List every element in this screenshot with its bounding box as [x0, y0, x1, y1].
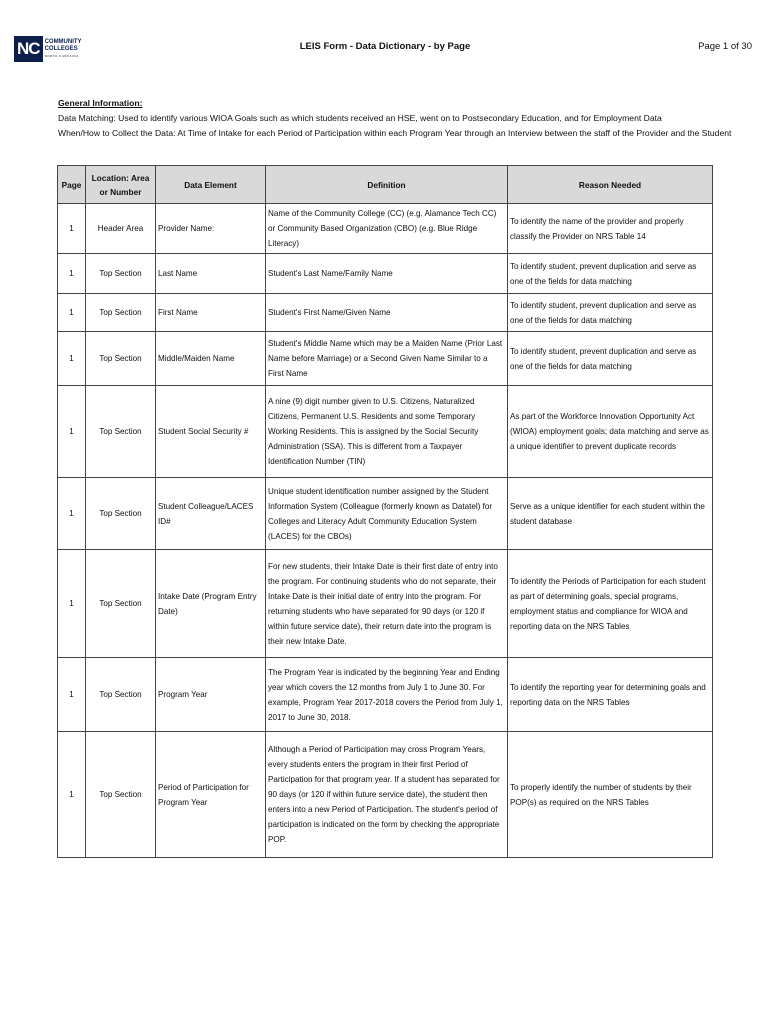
cell-location: Top Section — [86, 478, 156, 550]
table-row — [58, 204, 713, 254]
header-reason-needed: Reason Needed — [508, 166, 713, 204]
cell-definition: Student's First Name/Given Name — [266, 294, 508, 332]
logo-line2: COLLEGES — [44, 45, 78, 52]
cell-data-element: Period of Participation for Program Year — [156, 732, 266, 858]
cell-page: 1 — [58, 550, 86, 658]
general-information — [58, 96, 731, 141]
cell-data-element: Provider Name: — [156, 204, 266, 254]
cell-location: Top Section — [86, 386, 156, 478]
cell-reason: To identify the reporting year for determining goals and reporting data on the NRS Tables — [508, 658, 713, 732]
cell-location: Top Section — [86, 254, 156, 294]
cell-page: 1 — [58, 386, 86, 478]
cell-definition: Although a Period of Participation may cross Program Years, every students enters the program in their first Period of Participation for that program year. If a student has separated for 90 days (or 120 if within future service date), the student then enters into a new Period of Participation. The student's period of participation is indicated on the form by checking the appropriate POP. — [266, 732, 508, 858]
logo-line1: COMMUNITY — [44, 38, 82, 45]
cell-data-element: First Name — [156, 294, 266, 332]
cell-definition: Student's Last Name/Family Name — [266, 254, 508, 294]
table-row — [58, 294, 713, 332]
cell-location: Top Section — [86, 658, 156, 732]
cell-reason: To identify the Periods of Participation for each student as part of determining goals, special programs, employment status and compliance for WIOA and reporting data on the NRS Tables — [508, 550, 713, 658]
cell-page: 1 — [58, 332, 86, 386]
cell-page: 1 — [58, 254, 86, 294]
cell-definition: Name of the Community College (CC) (e.g. Alamance Tech CC) or Community Based Organization (CBO) (e.g. Blue Ridge Literacy) — [266, 204, 508, 254]
cell-data-element: Middle/Maiden Name — [156, 332, 266, 386]
cell-location: Top Section — [86, 294, 156, 332]
general-data-matching: Data Matching: Used to identify various WIOA Goals such as which students received an HSE, went on to Postsecondary Education, and for Employment Data — [58, 113, 662, 123]
header-data-element: Data Element — [156, 166, 266, 204]
general-when-how: When/How to Collect the Data: At Time of Intake for each Period of Participation within each Program Year through an Interview between the staff of the Provider and the Student — [58, 128, 732, 138]
cell-definition: The Program Year is indicated by the beginning Year and Ending year which covers the 12 months from July 1 to June 30. For example, Program Year 2017-2018 covers the Period from July 1, 2017 to June 30, 2018. — [266, 658, 508, 732]
table-row — [58, 254, 713, 294]
cell-page: 1 — [58, 478, 86, 550]
cell-data-element: Intake Date (Program Entry Date) — [156, 550, 266, 658]
cell-page: 1 — [58, 732, 86, 858]
data-dictionary-table — [57, 165, 713, 858]
cell-reason: To identify the name of the provider and properly classify the Provider on NRS Table 14 — [508, 204, 713, 254]
document-title: LEIS Form - Data Dictionary - by Page — [299, 41, 471, 52]
header-definition: Definition — [266, 166, 508, 204]
logo-nc-mark: NC — [14, 36, 43, 62]
page-number: Page 1 of 30 — [698, 41, 752, 52]
cell-definition: For new students, their Intake Date is their first date of entry into the program. For continuing students who do not separate, their Intake Date is their initial date of entry into the program. For returning students who have separated for 90 days (or 120 if within future service date), their return date into the program is their new Intake Date. — [266, 550, 508, 658]
table-row — [58, 332, 713, 386]
logo-tagline: NORTH CAROLINA — [44, 53, 79, 58]
cell-definition: Unique student identification number assigned by the Student Information System (Colleague (formerly known as Datatel) for Colleges and Literacy Adult Community Education System (LACES) for the CBOs) — [266, 478, 508, 550]
header-location: Location: Area or Number — [86, 166, 156, 204]
cell-reason: To properly identify the number of students by their POP(s) as required on the NRS Tables — [508, 732, 713, 858]
cell-page: 1 — [58, 658, 86, 732]
table-row — [58, 478, 713, 550]
table-row — [58, 732, 713, 858]
cell-location: Top Section — [86, 732, 156, 858]
cell-data-element: Student Colleague/LACES ID# — [156, 478, 266, 550]
table-row — [58, 658, 713, 732]
cell-reason: As part of the Workforce Innovation Opportunity Act (WIOA) employment goals; data matching and serve as a unique identifier to prevent duplicate records — [508, 386, 713, 478]
table-header-row — [58, 166, 713, 204]
cell-page: 1 — [58, 294, 86, 332]
cell-reason: Serve as a unique identifier for each student within the student database — [508, 478, 713, 550]
cell-definition: A nine (9) digit number given to U.S. Citizens, Naturalized Citizens, Permanent U.S. Residents and some Temporary Working Residents. This is assigned by the Social Security Administration (SSA). This is different from a Taxpayer Identification Number (TIN) — [266, 386, 508, 478]
cell-location: Header Area — [86, 204, 156, 254]
cell-definition: Student's Middle Name which may be a Maiden Name (Prior Last Name before Marriage) or a Second Given Name Similar to a First Name — [266, 332, 508, 386]
cell-page: 1 — [58, 204, 86, 254]
cell-reason: To identify student, prevent duplication and serve as one of the fields for data matching — [508, 332, 713, 386]
general-heading: General Information: — [58, 98, 143, 108]
cell-reason: To identify student, prevent duplication and serve as one of the fields for data matching — [508, 294, 713, 332]
cell-data-element: Student Social Security # — [156, 386, 266, 478]
table-row — [58, 386, 713, 478]
table-row — [58, 550, 713, 658]
cell-location: Top Section — [86, 332, 156, 386]
cell-data-element: Last Name — [156, 254, 266, 294]
cell-reason: To identify student, prevent duplication and serve as one of the fields for data matching — [508, 254, 713, 294]
cell-data-element: Program Year — [156, 658, 266, 732]
header-page: Page — [58, 166, 86, 204]
cell-location: Top Section — [86, 550, 156, 658]
